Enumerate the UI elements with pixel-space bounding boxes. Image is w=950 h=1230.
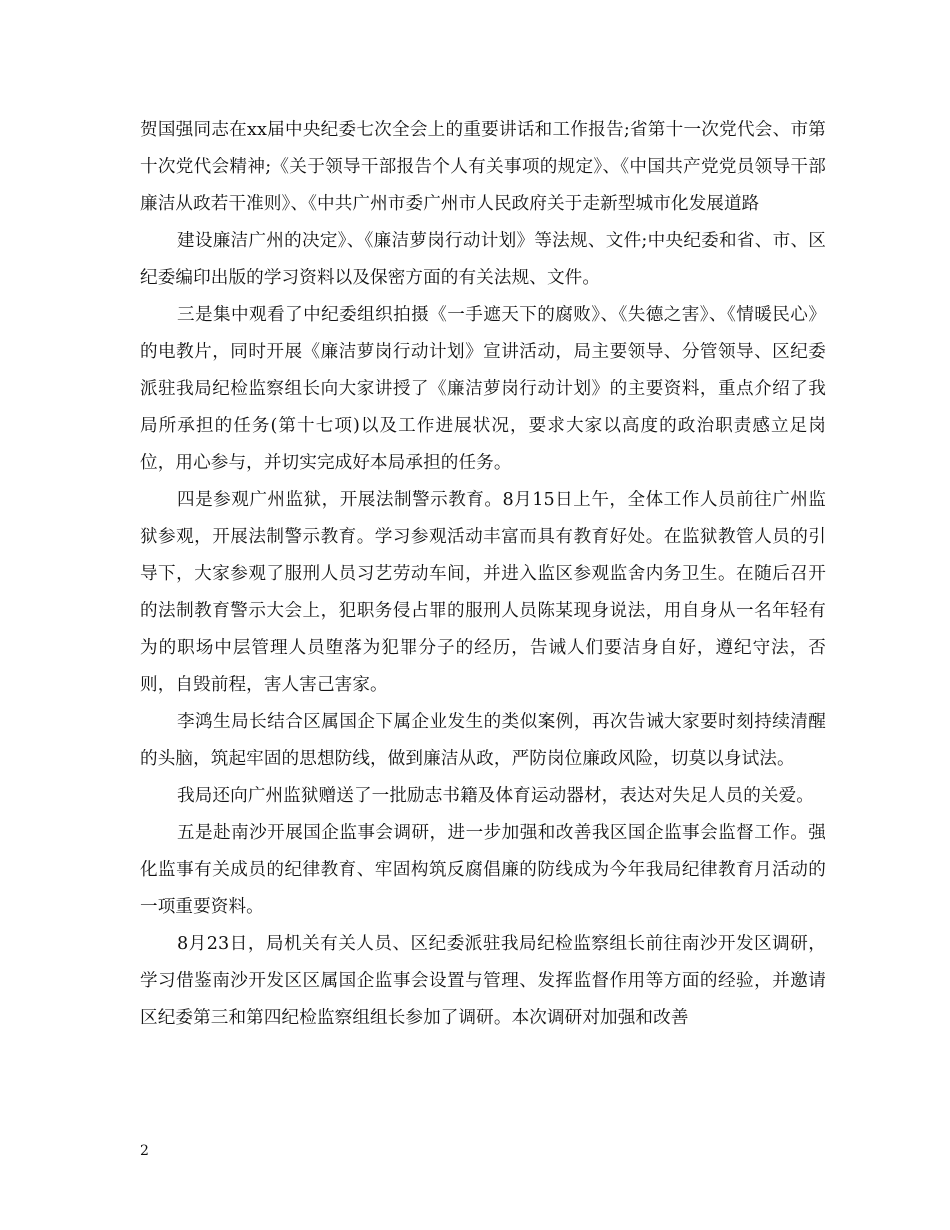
paragraph-1: 贺国强同志在xx届中央纪委七次全会上的重要讲话和工作报告;省第十一次党代会、市第十次党代会精神;《关于领导干部报告个人有关事项的规定》、《中国共产党党员领导干部廉洁从政若干准则》、《中共广州市委广州市人民政府关于走新型城市化发展道路 bbox=[140, 120, 826, 214]
paragraph-6: 我局还向广州监狱赠送了一批励志书籍及体育运动器材，表达对失足人员的关爱。 bbox=[177, 786, 814, 806]
paragraph-5: 李鸿生局长结合区属国企下属企业发生的类似案例，再次告诫大家要时刻持续清醒的头脑，筑起牢固的思想防线，做到廉洁从政，严防岗位廉政风险，切莫以身试法。 bbox=[140, 712, 826, 769]
paragraph-2: 建设廉洁广州的决定》、《廉洁萝岗行动计划》等法规、文件;中央纪委和省、市、区纪委编印出版的学习资料以及保密方面的有关法规、文件。 bbox=[140, 231, 826, 288]
document-body bbox=[140, 112, 826, 1037]
paragraph-4: 四是参观广州监狱，开展法制警示教育。8月15日上午，全体工作人员前往广州监狱参观，开展法制警示教育。学习参观活动丰富而具有教育好处。在监狱教管人员的引导下，大家参观了服刑人员习艺劳动车间，并进入监区参观监舍内务卫生。在随后召开的法制教育警示大会上，犯职务侵占罪的服刑人员陈某现身说法，用自身从一名年轻有为的职场中层管理人员堕落为犯罪分子的经历，告诫人们要洁身自好，遵纪守法，否则，自毁前程，害人害己害家。 bbox=[140, 490, 826, 695]
page-number: 2 bbox=[140, 1143, 149, 1159]
paragraph-7: 五是赴南沙开展国企监事会调研，进一步加强和改善我区国企监事会监督工作。强化监事有关成员的纪律教育、牢固构筑反腐倡廉的防线成为今年我局纪律教育月活动的一项重要资料。 bbox=[140, 823, 826, 917]
paragraph-3: 三是集中观看了中纪委组织拍摄《一手遮天下的腐败》、《失德之害》、《情暖民心》的电教片，同时开展《廉洁萝岗行动计划》宣讲活动，局主要领导、分管领导、区纪委派驻我局纪检监察组长向大家讲授了《廉洁萝岗行动计划》的主要资料，重点介绍了我局所承担的任务(第十七项)以及工作进展状况，要求大家以高度的政治职责感立足岗位，用心参与，并切实完成好本局承担的任务。 bbox=[140, 305, 826, 473]
paragraph-8: 8月23日，局机关有关人员、区纪委派驻我局纪检监察组长前往南沙开发区调研，学习借鉴南沙开发区区属国企监事会设置与管理、发挥监督作用等方面的经验，并邀请区纪委第三和第四纪检监察组组长参加了调研。本次调研对加强和改善 bbox=[140, 934, 826, 1028]
